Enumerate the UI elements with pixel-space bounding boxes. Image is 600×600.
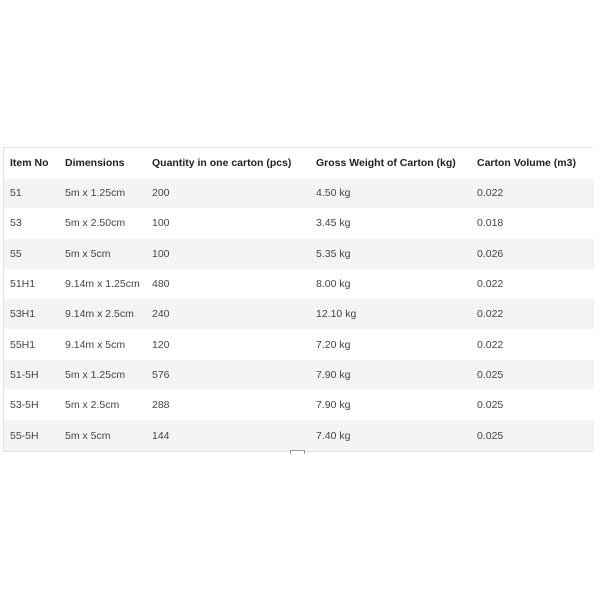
cell-gross-weight: 5.35 kg [310, 239, 471, 269]
table-row [4, 269, 594, 299]
cell-dimensions: 9.14m x 5cm [59, 329, 146, 359]
table-row [4, 178, 594, 208]
cell-dimensions: 9.14m x 1.25cm [59, 269, 146, 299]
cell-gross-weight: 7.40 kg [310, 420, 471, 450]
cell-carton-volume: 0.022 [471, 329, 594, 359]
cell-quantity: 288 [146, 390, 310, 420]
cell-item-no: 53-5H [4, 390, 59, 420]
cell-quantity: 120 [146, 329, 310, 359]
cell-quantity: 100 [146, 208, 310, 238]
table-row [4, 420, 594, 450]
cell-dimensions: 5m x 1.25cm [59, 178, 146, 208]
cell-gross-weight: 7.90 kg [310, 390, 471, 420]
cell-carton-volume: 0.026 [471, 239, 594, 269]
cell-item-no: 55 [4, 239, 59, 269]
cell-carton-volume: 0.022 [471, 299, 594, 329]
cell-gross-weight: 7.90 kg [310, 360, 471, 390]
cell-item-no: 51H1 [4, 269, 59, 299]
table-header [4, 148, 594, 178]
cell-item-no: 55H1 [4, 329, 59, 359]
header-row [4, 148, 594, 178]
cell-carton-volume: 0.022 [471, 269, 594, 299]
cell-quantity: 100 [146, 239, 310, 269]
cell-dimensions: 5m x 1.25cm [59, 360, 146, 390]
cell-carton-volume: 0.025 [471, 420, 594, 450]
cell-gross-weight: 7.20 kg [310, 329, 471, 359]
table-row [4, 208, 594, 238]
cell-carton-volume: 0.025 [471, 390, 594, 420]
cell-item-no: 51 [4, 178, 59, 208]
cell-quantity: 480 [146, 269, 310, 299]
cell-quantity: 240 [146, 299, 310, 329]
cell-gross-weight: 8.00 kg [310, 269, 471, 299]
cell-item-no: 55-5H [4, 420, 59, 450]
header-quantity: Quantity in one carton (pcs) [146, 148, 310, 178]
table-row [4, 360, 594, 390]
cell-dimensions: 5m x 2.50cm [59, 208, 146, 238]
spec-table [4, 148, 594, 451]
cell-gross-weight: 12.10 kg [310, 299, 471, 329]
header-item-no: Item No [4, 148, 59, 178]
cell-carton-volume: 0.022 [471, 178, 594, 208]
cell-dimensions: 5m x 5cm [59, 420, 146, 450]
header-carton-volume: Carton Volume (m3) [471, 148, 594, 178]
cell-quantity: 200 [146, 178, 310, 208]
table-body [4, 178, 594, 451]
table-row [4, 329, 594, 359]
product-spec-table [3, 147, 593, 452]
table-row [4, 239, 594, 269]
cell-dimensions: 5m x 2.5cm [59, 390, 146, 420]
cell-quantity: 144 [146, 420, 310, 450]
scroll-indicator[interactable] [290, 450, 305, 454]
cell-gross-weight: 4.50 kg [310, 178, 471, 208]
cell-item-no: 53 [4, 208, 59, 238]
cell-item-no: 53H1 [4, 299, 59, 329]
cell-item-no: 51-5H [4, 360, 59, 390]
cell-dimensions: 5m x 5cm [59, 239, 146, 269]
table-row [4, 390, 594, 420]
cell-carton-volume: 0.018 [471, 208, 594, 238]
header-gross-weight: Gross Weight of Carton (kg) [310, 148, 471, 178]
cell-quantity: 576 [146, 360, 310, 390]
cell-dimensions: 9.14m x 2.5cm [59, 299, 146, 329]
cell-gross-weight: 3.45 kg [310, 208, 471, 238]
header-dimensions: Dimensions [59, 148, 146, 178]
cell-carton-volume: 0.025 [471, 360, 594, 390]
table-row [4, 299, 594, 329]
